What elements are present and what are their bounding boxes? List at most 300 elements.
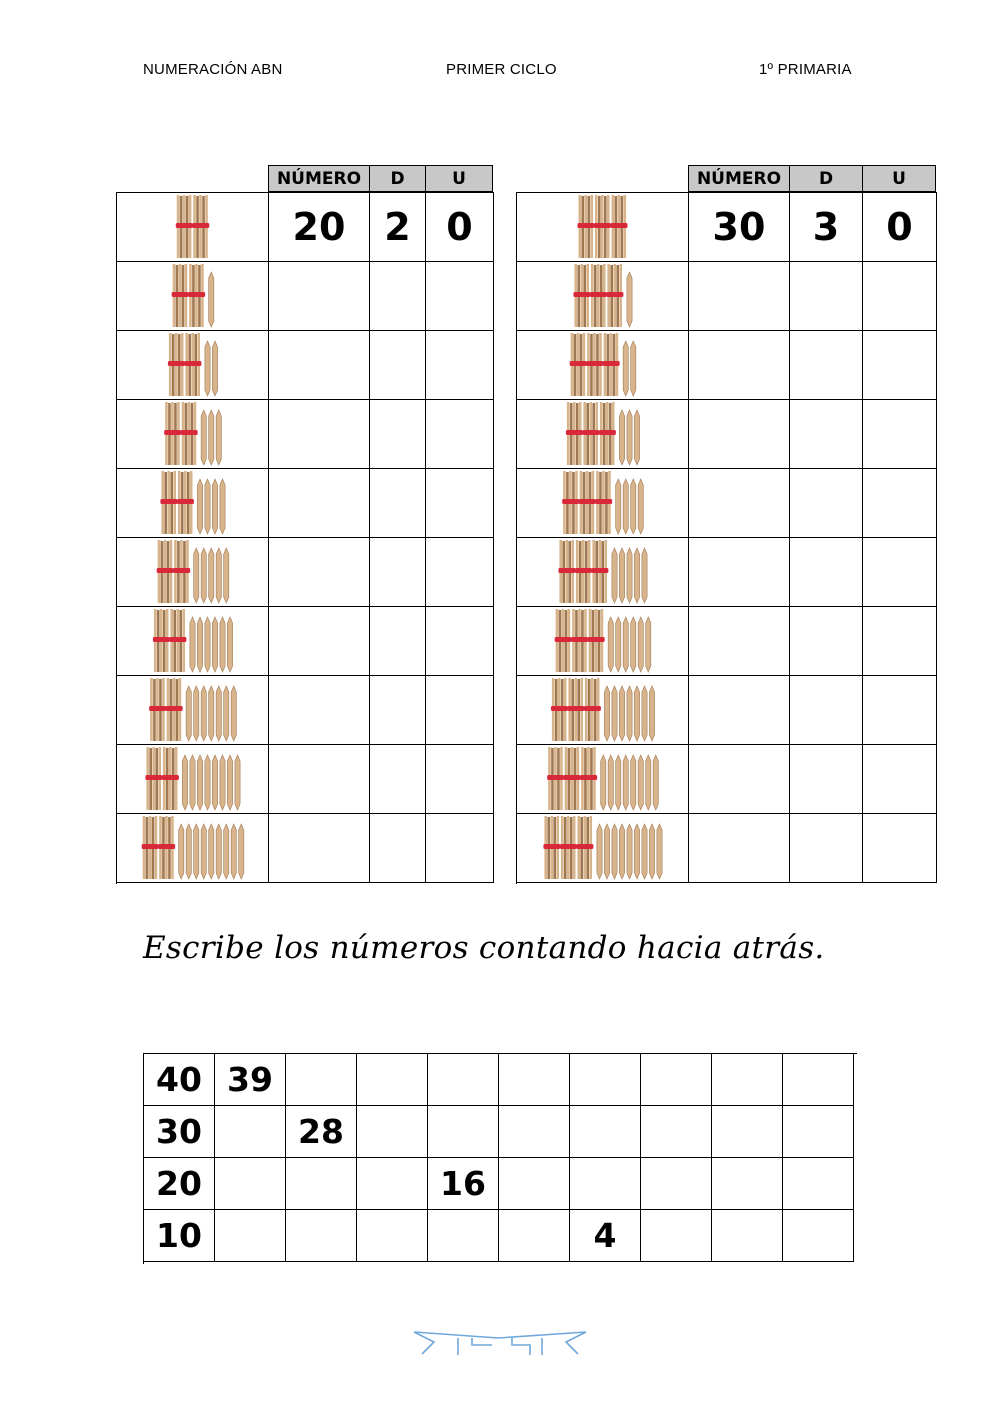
single-stick-icon (194, 548, 199, 603)
stick-bundle-icon (576, 816, 593, 879)
count-cell[interactable] (215, 1210, 286, 1262)
single-stick-icon (627, 548, 632, 603)
single-stick-icon (634, 686, 639, 741)
stick-bundle-icon (184, 333, 201, 396)
number-cell[interactable] (689, 262, 790, 331)
number-cell[interactable] (269, 262, 370, 331)
tens-cell[interactable] (790, 469, 863, 538)
number-cell[interactable] (269, 745, 370, 814)
stick-bundle-icon (571, 609, 588, 672)
stick-bundle-icon (570, 333, 587, 396)
column-header-tens: D (789, 165, 863, 192)
single-stick-icon (209, 686, 214, 741)
stick-bundle-icon (580, 747, 597, 810)
counting-sticks-icon (517, 262, 688, 330)
single-stick-icon (631, 341, 636, 396)
single-stick-icon (623, 479, 628, 534)
stick-bundle-icon (591, 540, 608, 603)
single-stick-icon (642, 548, 647, 603)
count-cell[interactable] (783, 1106, 854, 1158)
counting-sticks-icon (117, 331, 268, 399)
stick-bundle-icon (558, 540, 575, 603)
single-stick-icon (619, 548, 624, 603)
number-cell[interactable]: 20 (269, 193, 370, 262)
stick-bundle-icon (611, 195, 628, 258)
sticks-cell (517, 538, 689, 607)
number-cell[interactable] (689, 607, 790, 676)
single-stick-icon (205, 341, 210, 396)
single-stick-icon (638, 755, 643, 810)
stick-bundle-icon (547, 747, 564, 810)
count-cell[interactable]: 10 (144, 1210, 215, 1262)
units-cell[interactable] (426, 331, 494, 400)
single-stick-icon (623, 341, 628, 396)
units-cell[interactable]: 0 (426, 193, 494, 262)
count-cell[interactable]: 4 (570, 1210, 641, 1262)
sticks-cell (517, 262, 689, 331)
stick-bundle-icon (573, 264, 590, 327)
single-stick-icon (634, 410, 639, 465)
header-right: 1º PRIMARIA (759, 61, 852, 78)
stick-bundle-icon (555, 609, 572, 672)
table-row (117, 331, 494, 400)
units-cell[interactable] (863, 538, 937, 607)
sticks-cell (517, 814, 689, 883)
count-back-grid (143, 1053, 857, 1264)
stick-bundle-icon (551, 678, 568, 741)
number-cell[interactable] (269, 469, 370, 538)
single-stick-icon (612, 686, 617, 741)
units-cell[interactable] (426, 538, 494, 607)
counting-sticks-icon (117, 193, 268, 261)
table-row (517, 538, 937, 607)
count-cell[interactable] (499, 1054, 570, 1106)
counting-sticks-icon (517, 676, 688, 744)
count-row (144, 1210, 857, 1262)
counting-sticks-icon (517, 607, 688, 675)
column-header-units: U (425, 165, 493, 192)
single-stick-icon (216, 548, 221, 603)
single-stick-icon (205, 617, 210, 672)
single-stick-icon (209, 824, 214, 879)
single-stick-icon (216, 686, 221, 741)
stick-bundle-icon (588, 609, 605, 672)
single-stick-icon (220, 755, 225, 810)
stick-bundle-icon (168, 333, 185, 396)
stick-bundle-icon (157, 540, 174, 603)
counting-sticks-icon (517, 538, 688, 606)
count-cell[interactable] (215, 1158, 286, 1210)
sticks-cell (117, 814, 269, 883)
stick-bundle-icon (567, 678, 584, 741)
count-cell[interactable] (357, 1158, 428, 1210)
instruction-text: Escribe los números contando hacia atrás. (143, 930, 825, 966)
single-stick-icon (631, 479, 636, 534)
stick-bundle-icon (162, 747, 179, 810)
single-stick-icon (182, 755, 187, 810)
single-stick-icon (212, 755, 217, 810)
stick-bundle-icon (145, 747, 162, 810)
single-stick-icon (197, 755, 202, 810)
stick-bundle-icon (564, 747, 581, 810)
stick-bundle-icon (584, 678, 601, 741)
single-stick-icon (619, 410, 624, 465)
count-cell[interactable] (286, 1210, 357, 1262)
footer-logo-icon (412, 1328, 588, 1358)
single-stick-icon (212, 617, 217, 672)
single-stick-icon (205, 479, 210, 534)
count-cell[interactable] (570, 1106, 641, 1158)
abn-table-body (116, 192, 494, 884)
count-cell[interactable] (783, 1158, 854, 1210)
table-row (117, 193, 494, 262)
counting-sticks-icon (117, 469, 268, 537)
single-stick-icon (224, 686, 229, 741)
units-cell[interactable] (863, 814, 937, 883)
stick-bundle-icon (192, 195, 209, 258)
count-cell[interactable] (641, 1106, 712, 1158)
number-cell[interactable] (689, 400, 790, 469)
single-stick-icon (634, 824, 639, 879)
table-row (117, 262, 494, 331)
stick-bundle-icon (586, 333, 603, 396)
stick-bundle-icon (575, 540, 592, 603)
sticks-cell (117, 331, 269, 400)
tens-cell[interactable] (370, 262, 426, 331)
tens-cell[interactable] (370, 607, 426, 676)
number-cell[interactable] (689, 814, 790, 883)
single-stick-icon (231, 686, 236, 741)
stick-bundle-icon (181, 402, 198, 465)
count-row (144, 1054, 857, 1106)
count-cell[interactable]: 20 (144, 1158, 215, 1210)
stick-bundle-icon (606, 264, 623, 327)
tens-cell[interactable] (790, 538, 863, 607)
single-stick-icon (231, 824, 236, 879)
counting-sticks-icon (517, 814, 688, 882)
number-cell[interactable] (689, 676, 790, 745)
tens-cell[interactable] (790, 607, 863, 676)
number-cell[interactable] (269, 676, 370, 745)
count-row (144, 1158, 857, 1210)
tens-cell[interactable] (790, 676, 863, 745)
single-stick-icon (619, 686, 624, 741)
single-stick-icon (638, 617, 643, 672)
count-cell[interactable]: 30 (144, 1106, 215, 1158)
units-cell[interactable] (863, 400, 937, 469)
table-row (517, 469, 937, 538)
sticks-cell (117, 538, 269, 607)
units-cell[interactable] (863, 676, 937, 745)
single-stick-icon (186, 824, 191, 879)
tens-cell[interactable] (370, 538, 426, 607)
number-cell[interactable] (269, 331, 370, 400)
units-cell[interactable] (863, 331, 937, 400)
count-cell[interactable] (641, 1210, 712, 1262)
table-row (517, 607, 937, 676)
counting-sticks-icon (517, 469, 688, 537)
table-row (517, 331, 937, 400)
column-header-units: U (862, 165, 936, 192)
single-stick-icon (646, 617, 651, 672)
units-cell[interactable] (426, 676, 494, 745)
single-stick-icon (616, 617, 621, 672)
sticks-cell (117, 745, 269, 814)
single-stick-icon (209, 548, 214, 603)
stick-bundle-icon (169, 609, 186, 672)
units-cell[interactable] (863, 745, 937, 814)
units-cell[interactable] (426, 400, 494, 469)
stick-bundle-icon (578, 195, 595, 258)
tens-cell[interactable] (370, 676, 426, 745)
sticks-cell (117, 607, 269, 676)
counting-sticks-icon (117, 262, 268, 330)
count-cell[interactable] (641, 1054, 712, 1106)
single-stick-icon (627, 272, 632, 327)
number-cell[interactable] (689, 745, 790, 814)
count-cell[interactable] (357, 1210, 428, 1262)
single-stick-icon (612, 824, 617, 879)
table-row (517, 400, 937, 469)
single-stick-icon (616, 755, 621, 810)
count-cell[interactable]: 16 (428, 1158, 499, 1210)
single-stick-icon (179, 824, 184, 879)
stick-bundle-icon (599, 402, 616, 465)
counting-sticks-icon (517, 193, 688, 261)
tens-cell[interactable] (790, 331, 863, 400)
count-cell[interactable] (783, 1210, 854, 1262)
count-cell[interactable]: 39 (215, 1054, 286, 1106)
sticks-cell (517, 193, 689, 262)
single-stick-icon (194, 686, 199, 741)
stick-bundle-icon (579, 471, 596, 534)
header-left: NUMERACIÓN ABN (143, 61, 283, 78)
single-stick-icon (642, 824, 647, 879)
single-stick-icon (235, 755, 240, 810)
single-stick-icon (190, 617, 195, 672)
single-stick-icon (646, 755, 651, 810)
table-row (517, 262, 937, 331)
stick-bundle-icon (164, 402, 181, 465)
single-stick-icon (239, 824, 244, 879)
count-cell[interactable] (783, 1054, 854, 1106)
single-stick-icon (608, 755, 613, 810)
stick-bundle-icon (177, 471, 194, 534)
count-cell[interactable] (428, 1210, 499, 1262)
count-cell[interactable] (712, 1054, 783, 1106)
table-row (117, 469, 494, 538)
single-stick-icon (227, 617, 232, 672)
sticks-cell (517, 745, 689, 814)
tens-cell[interactable] (370, 331, 426, 400)
count-cell[interactable] (286, 1158, 357, 1210)
single-stick-icon (209, 410, 214, 465)
single-stick-icon (220, 617, 225, 672)
stick-bundle-icon (560, 816, 577, 879)
units-cell[interactable] (426, 262, 494, 331)
counting-sticks-icon (117, 745, 268, 813)
counting-sticks-icon (517, 400, 688, 468)
stick-bundle-icon (172, 264, 189, 327)
number-cell[interactable] (269, 814, 370, 883)
single-stick-icon (224, 824, 229, 879)
table-row (117, 814, 494, 883)
sticks-cell (517, 331, 689, 400)
count-cell[interactable] (428, 1106, 499, 1158)
single-stick-icon (597, 824, 602, 879)
units-cell[interactable]: 0 (863, 193, 937, 262)
single-stick-icon (224, 548, 229, 603)
tens-cell[interactable] (790, 262, 863, 331)
single-stick-icon (627, 686, 632, 741)
count-cell[interactable] (499, 1210, 570, 1262)
count-cell[interactable] (428, 1054, 499, 1106)
table-row (517, 676, 937, 745)
number-cell[interactable] (269, 607, 370, 676)
units-cell[interactable] (426, 745, 494, 814)
stick-bundle-icon (595, 471, 612, 534)
count-cell[interactable] (499, 1106, 570, 1158)
counting-sticks-icon (517, 331, 688, 399)
stick-bundle-icon (188, 264, 205, 327)
counting-sticks-icon (517, 745, 688, 813)
stick-bundle-icon (158, 816, 175, 879)
single-stick-icon (612, 548, 617, 603)
tens-cell[interactable] (790, 400, 863, 469)
stick-bundle-icon (142, 816, 159, 879)
table-row (117, 607, 494, 676)
single-stick-icon (209, 272, 214, 327)
count-cell[interactable]: 40 (144, 1054, 215, 1106)
count-cell[interactable] (570, 1054, 641, 1106)
single-stick-icon (657, 824, 662, 879)
single-stick-icon (623, 617, 628, 672)
stick-bundle-icon (166, 678, 183, 741)
single-stick-icon (649, 686, 654, 741)
count-cell[interactable] (357, 1106, 428, 1158)
single-stick-icon (627, 824, 632, 879)
units-cell[interactable] (863, 469, 937, 538)
table-row (117, 538, 494, 607)
single-stick-icon (619, 824, 624, 879)
single-stick-icon (642, 686, 647, 741)
count-cell[interactable] (712, 1106, 783, 1158)
sticks-cell (117, 676, 269, 745)
single-stick-icon (220, 479, 225, 534)
tens-cell[interactable] (370, 745, 426, 814)
table-row (517, 193, 937, 262)
stick-bundle-icon (176, 195, 193, 258)
table-row (517, 814, 937, 883)
column-header-number: NÚMERO (268, 165, 370, 192)
sticks-cell (117, 469, 269, 538)
stick-bundle-icon (173, 540, 190, 603)
units-cell[interactable] (863, 607, 937, 676)
count-cell[interactable] (357, 1054, 428, 1106)
single-stick-icon (201, 548, 206, 603)
units-cell[interactable] (426, 814, 494, 883)
stick-bundle-icon (603, 333, 620, 396)
single-stick-icon (216, 410, 221, 465)
number-cell[interactable] (689, 469, 790, 538)
counting-sticks-icon (117, 814, 268, 882)
single-stick-icon (194, 824, 199, 879)
sticks-cell (517, 400, 689, 469)
number-cell[interactable] (269, 538, 370, 607)
number-cell[interactable] (269, 400, 370, 469)
single-stick-icon (212, 341, 217, 396)
count-cell[interactable] (712, 1210, 783, 1262)
single-stick-icon (608, 617, 613, 672)
tens-cell[interactable] (790, 745, 863, 814)
count-cell[interactable] (215, 1106, 286, 1158)
tens-cell[interactable] (370, 469, 426, 538)
sticks-cell (117, 400, 269, 469)
single-stick-icon (631, 755, 636, 810)
single-stick-icon (627, 410, 632, 465)
single-stick-icon (197, 617, 202, 672)
number-cell[interactable] (689, 538, 790, 607)
count-cell[interactable]: 28 (286, 1106, 357, 1158)
stick-bundle-icon (566, 402, 583, 465)
stick-bundle-icon (160, 471, 177, 534)
units-cell[interactable] (426, 469, 494, 538)
counting-sticks-icon (117, 676, 268, 744)
single-stick-icon (604, 824, 609, 879)
stick-bundle-icon (149, 678, 166, 741)
single-stick-icon (638, 479, 643, 534)
stick-bundle-icon (590, 264, 607, 327)
units-cell[interactable] (863, 262, 937, 331)
single-stick-icon (623, 755, 628, 810)
single-stick-icon (634, 548, 639, 603)
single-stick-icon (216, 824, 221, 879)
units-cell[interactable] (426, 607, 494, 676)
tens-cell[interactable] (370, 400, 426, 469)
count-cell[interactable] (286, 1054, 357, 1106)
single-stick-icon (186, 686, 191, 741)
tens-cell[interactable]: 3 (790, 193, 863, 262)
single-stick-icon (201, 686, 206, 741)
single-stick-icon (205, 755, 210, 810)
count-cell[interactable] (712, 1158, 783, 1210)
single-stick-icon (649, 824, 654, 879)
counting-sticks-icon (117, 400, 268, 468)
count-cell[interactable] (499, 1158, 570, 1210)
single-stick-icon (653, 755, 658, 810)
single-stick-icon (212, 479, 217, 534)
stick-bundle-icon (543, 816, 560, 879)
count-cell[interactable] (570, 1158, 641, 1210)
number-cell[interactable]: 30 (689, 193, 790, 262)
abn-table-body (516, 192, 937, 884)
single-stick-icon (601, 755, 606, 810)
count-cell[interactable] (641, 1158, 712, 1210)
single-stick-icon (604, 686, 609, 741)
count-row (144, 1106, 857, 1158)
tens-cell[interactable] (370, 814, 426, 883)
sticks-cell (117, 262, 269, 331)
column-header-tens: D (369, 165, 426, 192)
stick-bundle-icon (562, 471, 579, 534)
stick-bundle-icon (582, 402, 599, 465)
tens-cell[interactable] (790, 814, 863, 883)
number-cell[interactable] (689, 331, 790, 400)
table-row (517, 745, 937, 814)
counting-sticks-icon (117, 538, 268, 606)
tens-cell[interactable]: 2 (370, 193, 426, 262)
table-row (117, 745, 494, 814)
